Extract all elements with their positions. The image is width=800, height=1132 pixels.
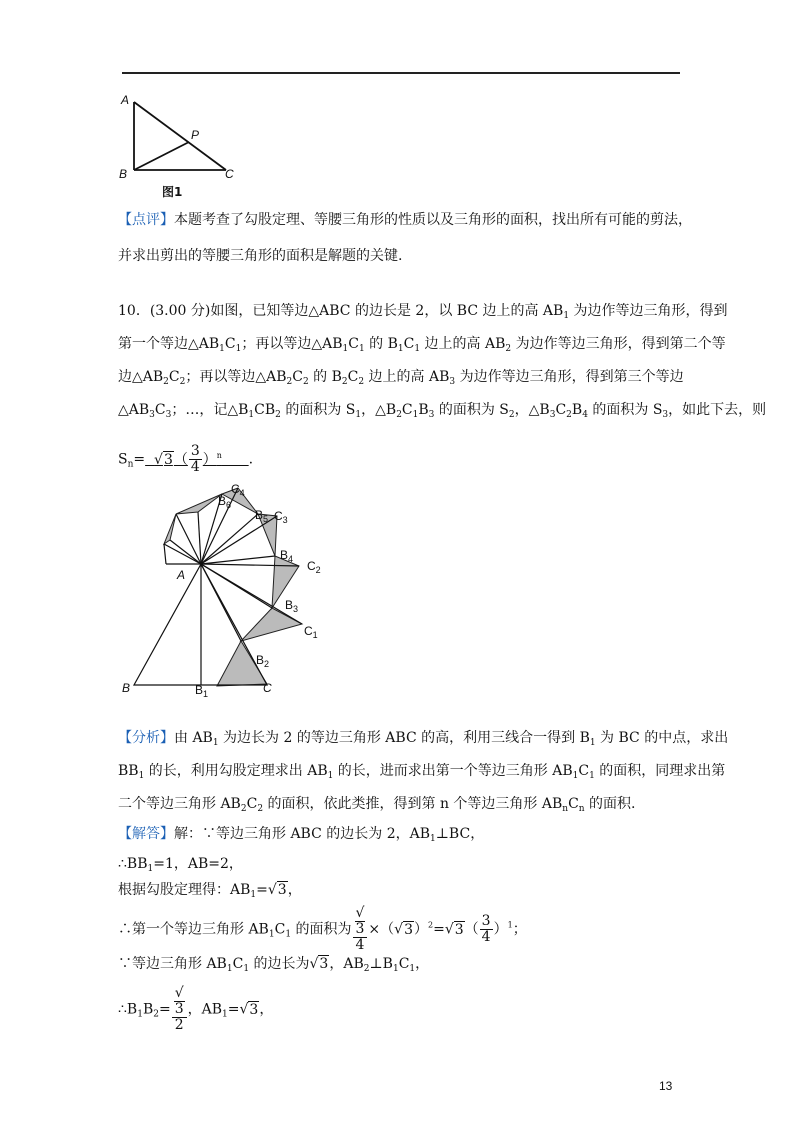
fig1-label-P: P (191, 128, 200, 142)
solution-line-5: ∵等边三角形 $AB_1C_1$ 的边长为√3，$AB_2\perp B_1C_1$， (118, 956, 430, 974)
review-tag: 【点评】 (118, 212, 174, 228)
q10-line-2: 第一个等边$\triangle AB_1C_1$；再以等边$\triangle AB_1C_1$ 的 $B_1C_1$ 边上的高 $AB_2$ 为边作等边三角形，得到第二个等 (118, 336, 726, 354)
answer-exp: n (216, 450, 222, 460)
fig2-label-B: B (122, 681, 131, 695)
fig2-label-C2: $C_2$ (307, 559, 321, 575)
fig1-caption: 图1 (162, 185, 183, 199)
fig2-label-B3: $B_3$ (285, 598, 299, 614)
answer-sub: n (127, 459, 134, 470)
analysis-line-3: 二个等边三角形 $AB_2C_2$ 的面积，依此类推，得到第 n 个等边三角形 $AB_nC_n$ 的面积. (118, 796, 636, 814)
solution-tag: 【解答】 (118, 826, 174, 842)
page-number: 13 (659, 1079, 673, 1093)
q10-line-3: 边$\triangle AB_2C_2$；再以等边$\triangle AB_2C_2$ 的 $B_2C_2$ 边上的高 $AB_3$ 为边作等边三角形，得到第三个等边 (118, 369, 684, 387)
solution-line-6: $\therefore B_1B_2=$ √ 3 2 ，$AB_1=√3$， (118, 985, 274, 1033)
fig2-label-C: C (263, 681, 272, 695)
review-text-1: 本题考查了勾股定理、等腰三角形的性质以及三角形的面积，找出所有可能的剪法， (174, 212, 692, 228)
fig2-label-C1: $C_1$ (304, 624, 318, 640)
fig2-label-B4: $B_4$ (280, 548, 294, 564)
q10-line-4: $\triangle AB_3C_3$；…，记$\triangle B_1CB_2$ 的面积为 $S_1$，$\triangle B_2C_1B_3$ 的面积为 $S_2$，$\triangle B_3C_2B_4$ 的面积为 $S_3$，如此下去，则 (118, 402, 767, 420)
fig2-label-C3: $C_3$ (274, 509, 288, 525)
figure-2 (120, 480, 330, 702)
fig2-label-B2: $B_2$ (256, 653, 270, 669)
solution-line-2: $\therefore BB_1=1$，AB=2， (118, 856, 243, 874)
review-line-2: 并求出剪出的等腰三角形的面积是解题的关键. (118, 248, 403, 264)
fig1-label-B: B (119, 167, 128, 181)
header-rule (122, 72, 680, 74)
analysis-tag: 【分析】 (118, 730, 174, 746)
q10-line-1: 10．(3.00 分)如图，已知等边△ABC 的边长是 2，以 BC 边上的高 $AB_1$ 为边作等边三角形，得到 (118, 303, 728, 321)
answer-blank: √3（ $\frac{3}{4}$ ）$^n$ (154, 443, 222, 475)
solution-line-3: 根据勾股定理得：$AB_1=√3$， (118, 882, 302, 900)
q10-answer: $S_n= √3$（ $\frac{3}{4}$ ）$^n$ . (118, 443, 254, 475)
fig2-label-B5: $B_5$ (255, 508, 269, 524)
fig2-label-B6: $B_6$ (218, 494, 232, 510)
solution-line-1: 【解答】解：∵等边三角形 ABC 的边长为 2，$AB_1\perp BC$， (118, 826, 485, 844)
fig2-label-C4: $C_4$ (231, 482, 245, 498)
q10-number: 10．(3.00 分) (118, 303, 211, 319)
figure-1 (118, 92, 248, 202)
fig2-label-A: A (177, 568, 186, 582)
solution-line-4: ∴第一个等边三角形 $AB_1C_1$ 的面积为 √ 3 4 $\times(√3)^2=√3$（ $\frac{3}{4}$ ）$^1$； (118, 905, 527, 953)
fig1-label-C: C (225, 167, 234, 181)
answer-lhs: S (118, 451, 128, 468)
answer-eq: = (133, 451, 146, 468)
analysis-line-1: 【分析】由 $AB_1$ 为边长为 2 的等边三角形 ABC 的高，利用三线合一得到 $B_1$ 为 BC 的中点，求出 (118, 730, 729, 748)
fig1-label-A: A (121, 93, 130, 107)
fig2-label-B1: $B_1$ (195, 683, 209, 699)
analysis-line-2: $BB_1$ 的长，利用勾股定理求出 $AB_1$ 的长，进而求出第一个等边三角形 $AB_1C_1$ 的面积，同理求出第 (118, 763, 726, 781)
review-line-1 (118, 209, 692, 229)
